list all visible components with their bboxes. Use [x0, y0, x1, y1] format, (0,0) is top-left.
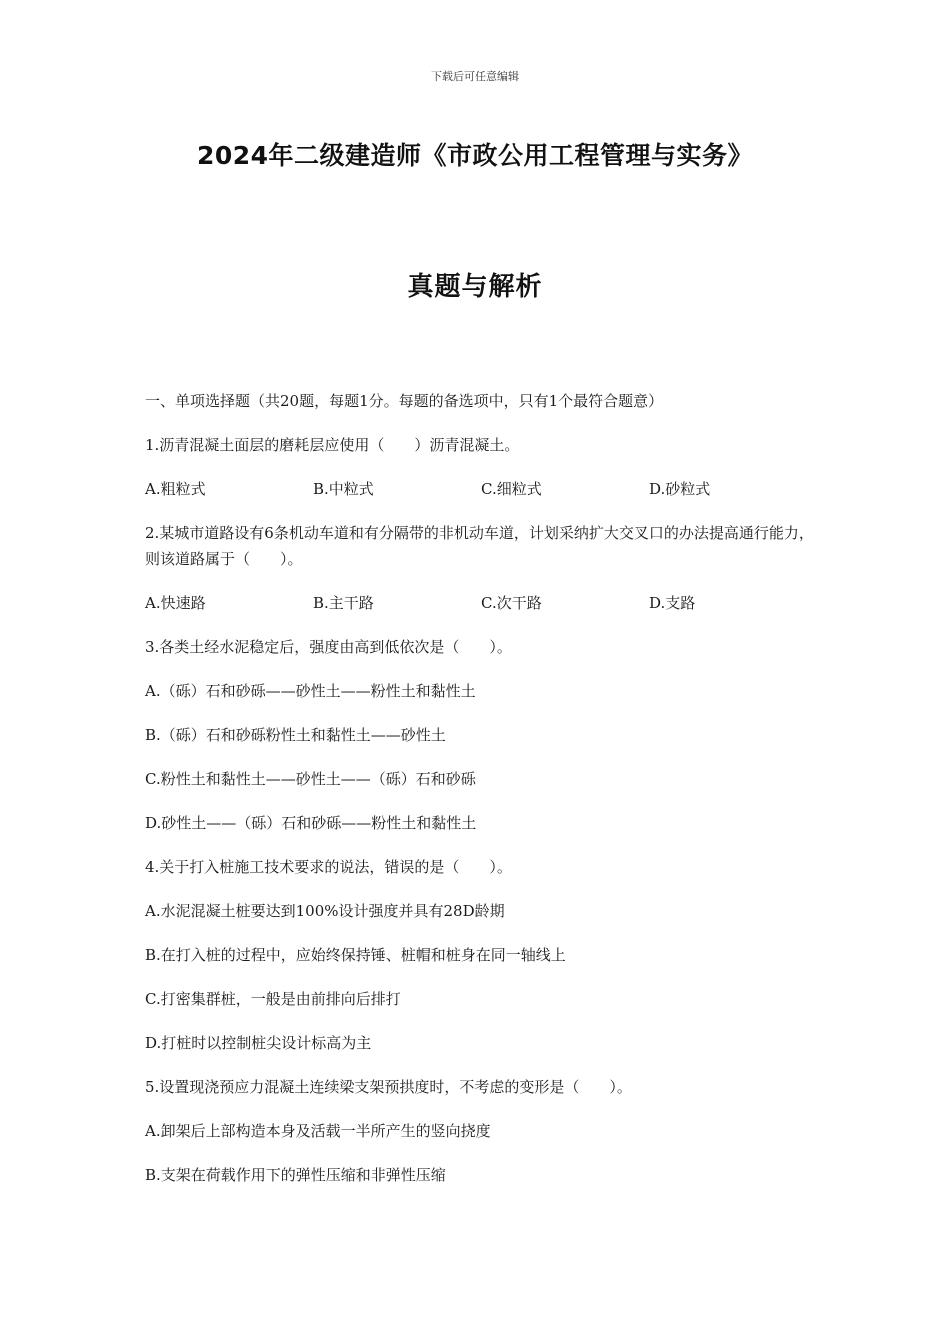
option: C.次干路 [481, 594, 542, 612]
option-row [145, 590, 817, 616]
option: A.水泥混凝土桩要达到100%设计强度并具有28D龄期 [145, 902, 505, 920]
option: D.打桩时以控制桩尖设计标高为主 [145, 1034, 372, 1052]
option: A.卸架后上部构造本身及活载一半所产生的竖向挠度 [145, 1122, 491, 1140]
question-stem: 1.沥青混凝土面层的磨耗层应使用（ ）沥青混凝土。 [145, 436, 520, 454]
exam-content [145, 388, 817, 1206]
option: B.中粒式 [313, 480, 374, 498]
option: A.粗粒式 [145, 480, 206, 498]
option: B.（砾）石和砂砾粉性土和黏性土——砂性土 [145, 726, 446, 744]
question-stem: 3.各类土经水泥稳定后，强度由高到低依次是（ ）。 [145, 638, 512, 656]
document-subtitle: 真题与解析 [407, 272, 543, 302]
option: C.打密集群桩，一般是由前排向后排打 [145, 990, 401, 1008]
question-stem: 4.关于打入桩施工技术要求的说法，错误的是（ ）。 [145, 858, 512, 876]
option: A.快速路 [145, 594, 206, 612]
option-row [145, 476, 817, 502]
option: D.砂粒式 [649, 480, 711, 498]
option: B.在打入桩的过程中，应始终保持锤、桩帽和桩身在同一轴线上 [145, 946, 566, 964]
document-title: 2024年二级建造师《市政公用工程管理与实务》 [196, 141, 754, 170]
option: C.粉性土和黏性土——砂性土——（砾）石和砂砾 [145, 770, 476, 788]
option: A.（砾）石和砂砾——砂性土——粉性土和黏性土 [145, 682, 476, 700]
question-stem: 5.设置现浇预应力混凝土连续梁支架预拱度时，不考虑的变形是（ ）。 [145, 1078, 632, 1096]
option: D.砂性土——（砾）石和砂砾——粉性土和黏性土 [145, 814, 477, 832]
header-note: 下载后可任意编辑 [431, 70, 519, 83]
section-heading: 一、单项选择题（共20题，每题1分。每题的备选项中，只有1个最符合题意） [145, 392, 664, 410]
question-stem: 2.某城市道路设有6条机动车道和有分隔带的非机动车道，计划采纳扩大交叉口的办法提高通行能力，则该道路属于（ ）。 [145, 524, 814, 568]
option: B.主干路 [313, 594, 374, 612]
option: D.支路 [649, 594, 696, 612]
option: C.细粒式 [481, 480, 542, 498]
option: B.支架在荷载作用下的弹性压缩和非弹性压缩 [145, 1166, 446, 1184]
